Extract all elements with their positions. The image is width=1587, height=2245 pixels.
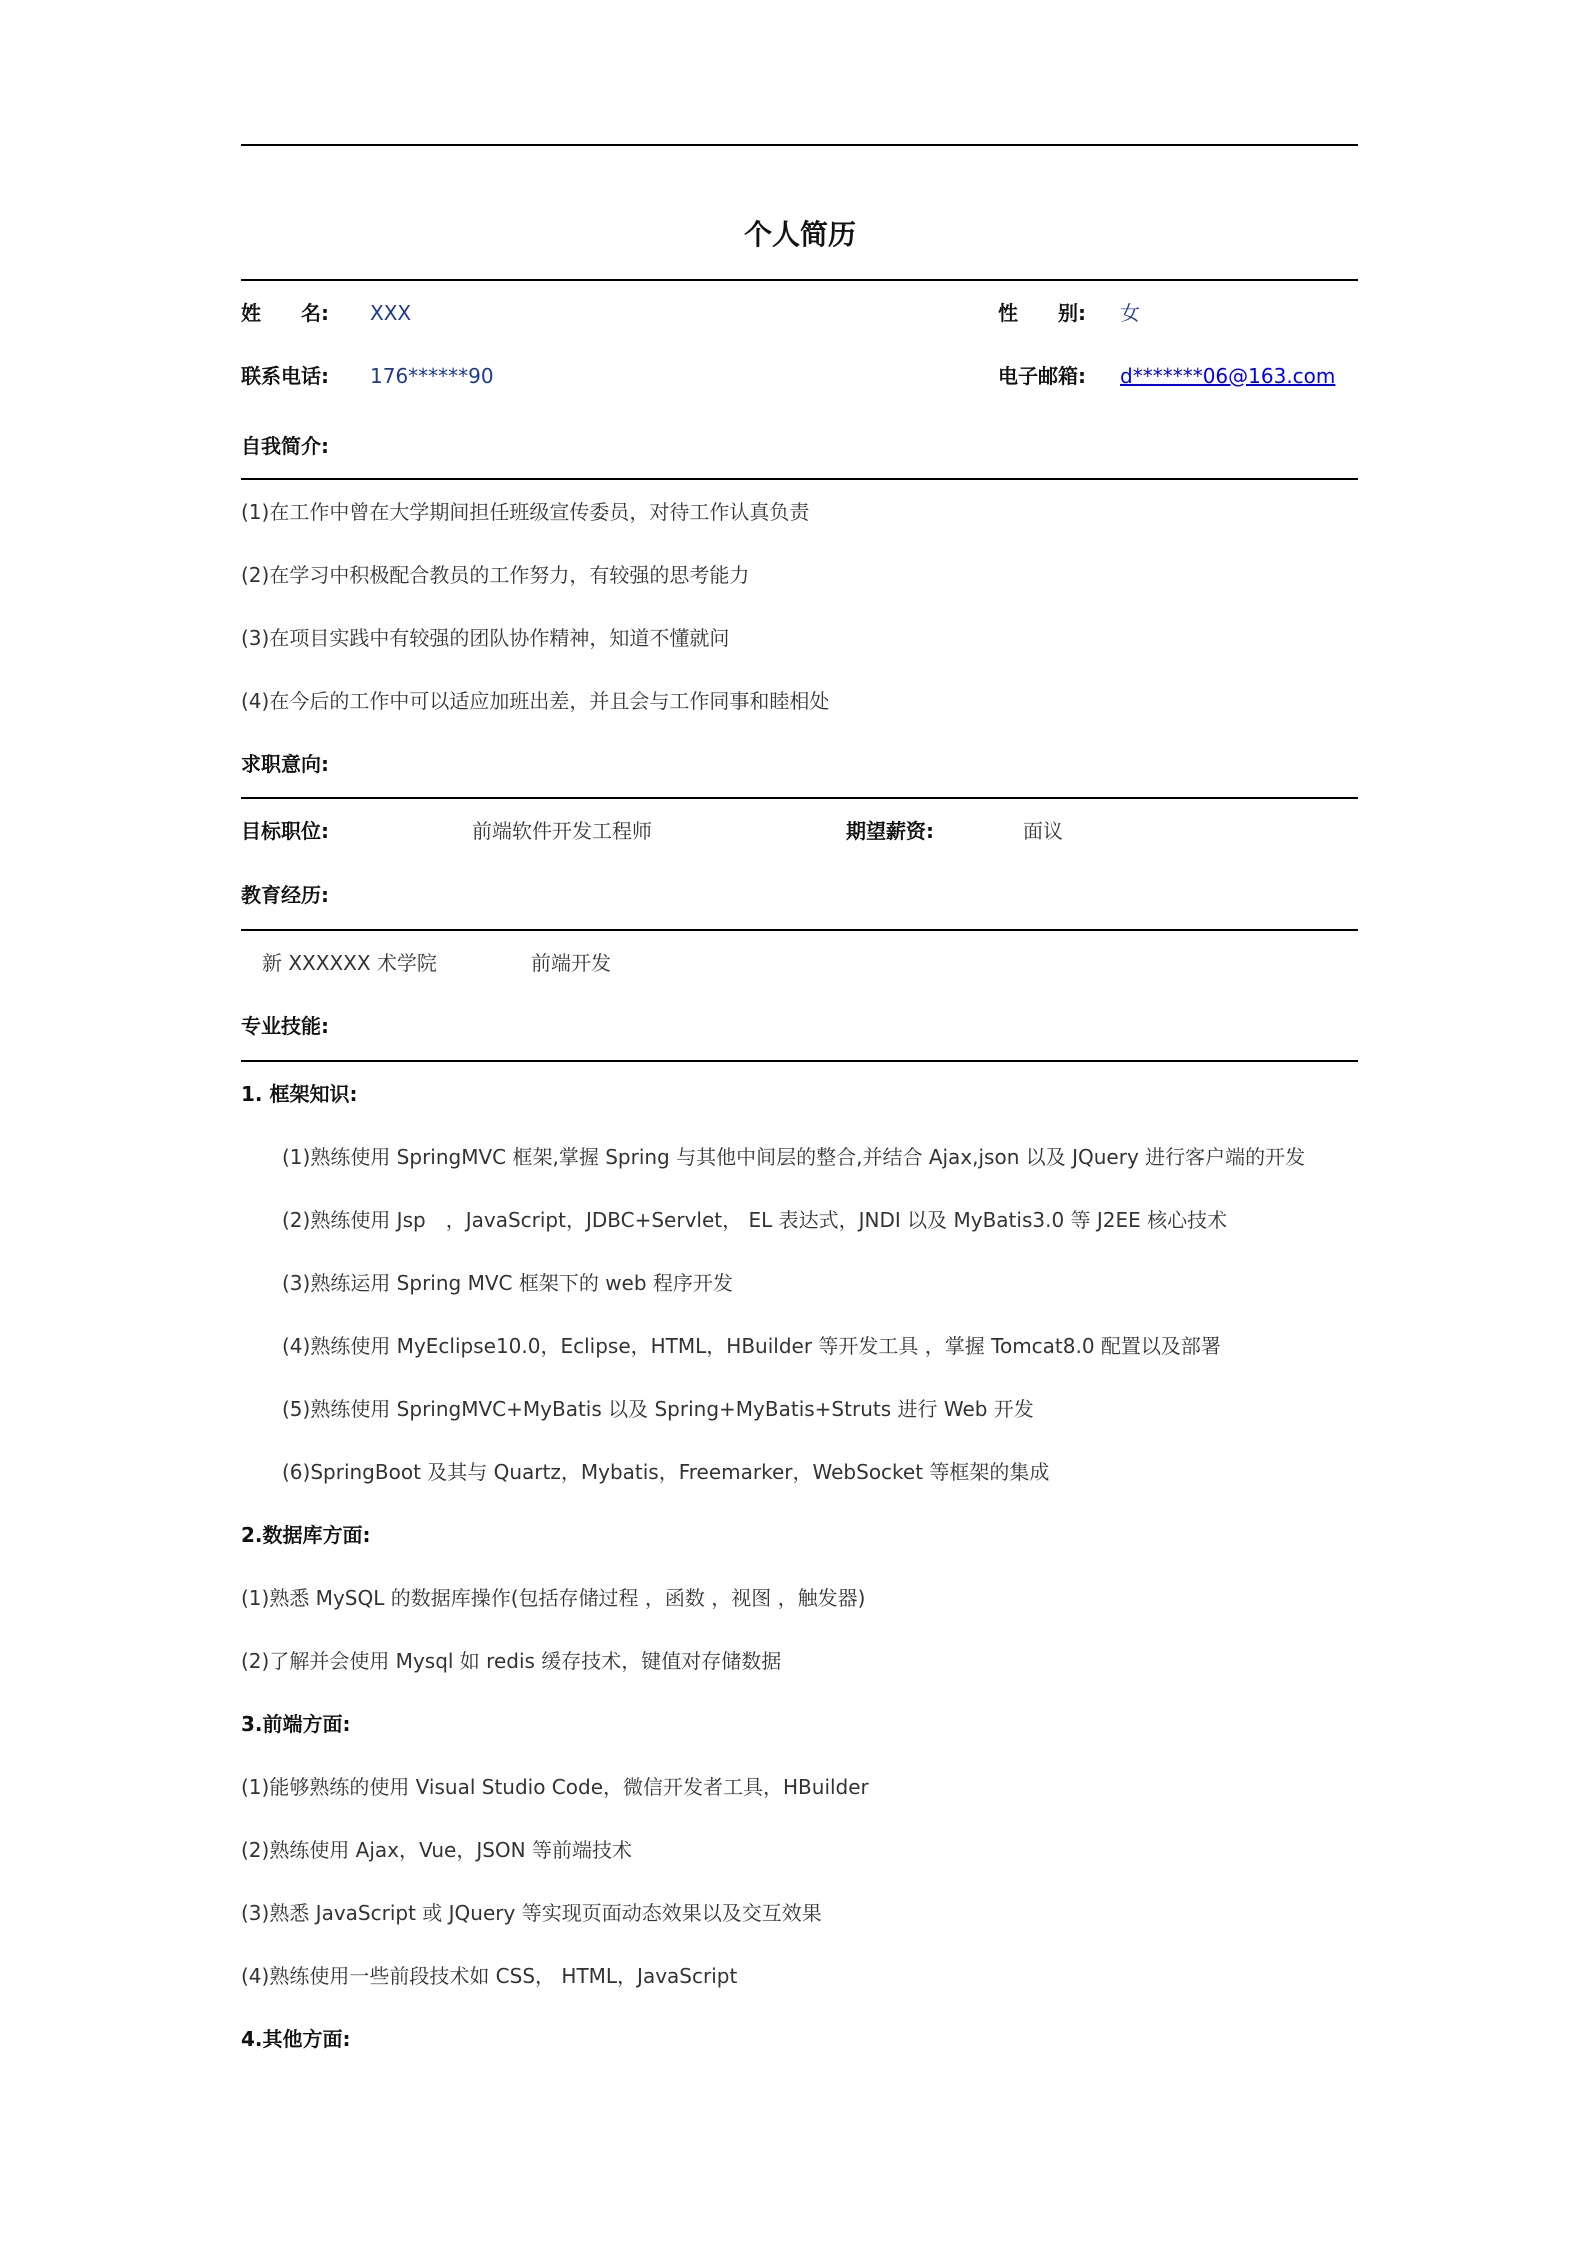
position-value: 前端软件开发工程师 [472, 819, 652, 843]
gender-value: 女 [1120, 301, 1140, 325]
frontend-heading: 3.前端方面: [241, 1712, 351, 1736]
title-rule [241, 279, 1358, 281]
email-link[interactable]: d*******06@163.com [1120, 364, 1336, 388]
salary-value: 面议 [1023, 819, 1063, 843]
framework-item: (5)熟练使用 SpringMVC+MyBatis 以及 Spring+MyBatis+Struts 进行 Web 开发 [282, 1397, 1034, 1421]
top-rule [241, 144, 1358, 146]
phone-value: 176******90 [370, 364, 494, 388]
education-heading: 教育经历: [241, 883, 329, 907]
education-rule [241, 929, 1358, 931]
phone-label: 联系电话: [241, 364, 329, 388]
framework-item: (3)熟练运用 Spring MVC 框架下的 web 程序开发 [282, 1271, 733, 1295]
framework-item: (4)熟练使用 MyEclipse10.0，Eclipse，HTML，HBuilder 等开发工具 ，掌握 Tomcat8.0 配置以及部署 [282, 1334, 1221, 1358]
name-label: 姓 名: [241, 301, 329, 325]
framework-item: (2)熟练使用 Jsp ，JavaScript，JDBC+Servlet， EL 表达式，JNDI 以及 MyBatis3.0 等 J2EE 核心技术 [282, 1208, 1228, 1232]
salary-label: 期望薪资: [846, 819, 934, 843]
position-label: 目标职位: [241, 819, 329, 843]
intro-item: (4)在今后的工作中可以适应加班出差，并且会与工作同事和睦相处 [241, 689, 830, 713]
intent-rule [241, 797, 1358, 799]
intro-heading: 自我简介: [241, 434, 329, 458]
education-school: 新 XXXXXX 术学院 [262, 951, 437, 975]
framework-item: (1)熟练使用 SpringMVC 框架,掌握 Spring 与其他中间层的整合,并结合 Ajax,json 以及 JQuery 进行客户端的开发 [282, 1145, 1306, 1169]
education-major: 前端开发 [531, 951, 611, 975]
frontend-item: (3)熟悉 JavaScript 或 JQuery 等实现页面动态效果以及交互效果 [241, 1901, 822, 1925]
framework-heading: 1. 框架知识: [241, 1082, 358, 1106]
page-title: 个人简历 [743, 218, 856, 251]
framework-item: (6)SpringBoot 及其与 Quartz，Mybatis，Freemarker，WebSocket 等框架的集成 [282, 1460, 1050, 1484]
gender-label: 性 别: [998, 301, 1086, 325]
intro-item: (1)在工作中曾在大学期间担任班级宣传委员，对待工作认真负责 [241, 500, 810, 524]
skills-heading: 专业技能: [241, 1014, 329, 1038]
intent-heading: 求职意向: [241, 752, 329, 776]
frontend-item: (4)熟练使用一些前段技术如 CSS， HTML，JavaScript [241, 1964, 738, 1988]
frontend-item: (1)能够熟练的使用 Visual Studio Code，微信开发者工具，HBuilder [241, 1775, 869, 1799]
skills-rule [241, 1060, 1358, 1062]
intro-item: (2)在学习中积极配合教员的工作努力，有较强的思考能力 [241, 563, 750, 587]
database-item: (1)熟悉 MySQL 的数据库操作(包括存储过程 ，函数 ，视图 ，触发器) [241, 1586, 866, 1610]
intro-item: (3)在项目实践中有较强的团队协作精神，知道不懂就问 [241, 626, 730, 650]
other-heading: 4.其他方面: [241, 2027, 351, 2051]
email-label: 电子邮箱: [998, 364, 1086, 388]
database-heading: 2.数据库方面: [241, 1523, 371, 1547]
frontend-item: (2)熟练使用 Ajax，Vue，JSON 等前端技术 [241, 1838, 632, 1862]
name-value: XXX [370, 301, 412, 325]
database-item: (2)了解并会使用 Mysql 如 redis 缓存技术，键值对存储数据 [241, 1649, 782, 1673]
intro-rule [241, 478, 1358, 480]
